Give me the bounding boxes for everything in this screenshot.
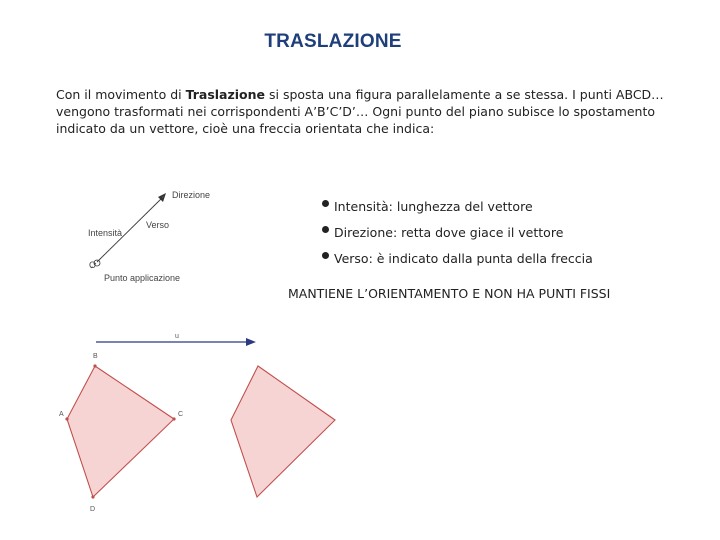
vertex-point	[172, 417, 175, 420]
orientation-note: MANTIENE L’ORIENTAMENTO E NON HA PUNTI FISSI	[288, 286, 611, 301]
arrow-head-icon	[246, 338, 256, 346]
application-point-label: Punto applicazione	[104, 273, 181, 283]
bullet-text: Verso: è indicato dalla punta della freccia	[334, 251, 593, 266]
quadrilateral-a1b1c1d1	[231, 366, 335, 497]
vector-u-label: u	[175, 333, 179, 340]
page-title: TRASLAZIONE	[264, 31, 402, 52]
vertex-point	[65, 417, 68, 420]
vertex-a-label: A	[59, 411, 64, 418]
direction-label: Direzione	[172, 190, 211, 200]
translation-vector	[96, 333, 256, 346]
vertex-b-label: B	[93, 353, 98, 360]
intro-keyword: Traslazione	[185, 87, 266, 102]
vertex-point	[93, 364, 96, 367]
intro-text-after: si sposta una figura parallelamente a se stessa. I punti ABCD… vengono trasformati nei corrispondenti A’B’C’D’… Ogni punto del piano subisce lo spostamento indicato da un vettore, cioè una freccia orientata che indica:	[56, 87, 664, 136]
bullet-text: Intensità: lunghezza del vettore	[334, 199, 533, 214]
origin-label: O	[89, 260, 97, 270]
verse-label: Verso	[146, 220, 170, 230]
bullet-text: Direzione: retta dove giace il vettore	[334, 225, 564, 240]
vector-diagram	[88, 190, 210, 283]
intro-text-before: Con il movimento di	[56, 87, 186, 102]
intensity-label: Intensità	[88, 228, 123, 238]
original-quadrilateral	[59, 353, 183, 513]
translated-quadrilateral	[231, 366, 335, 497]
vertex-point	[91, 495, 94, 498]
vertex-d-label: D	[90, 506, 96, 513]
quadrilateral-abcd	[67, 366, 174, 497]
vertex-c-label: C	[178, 411, 184, 418]
